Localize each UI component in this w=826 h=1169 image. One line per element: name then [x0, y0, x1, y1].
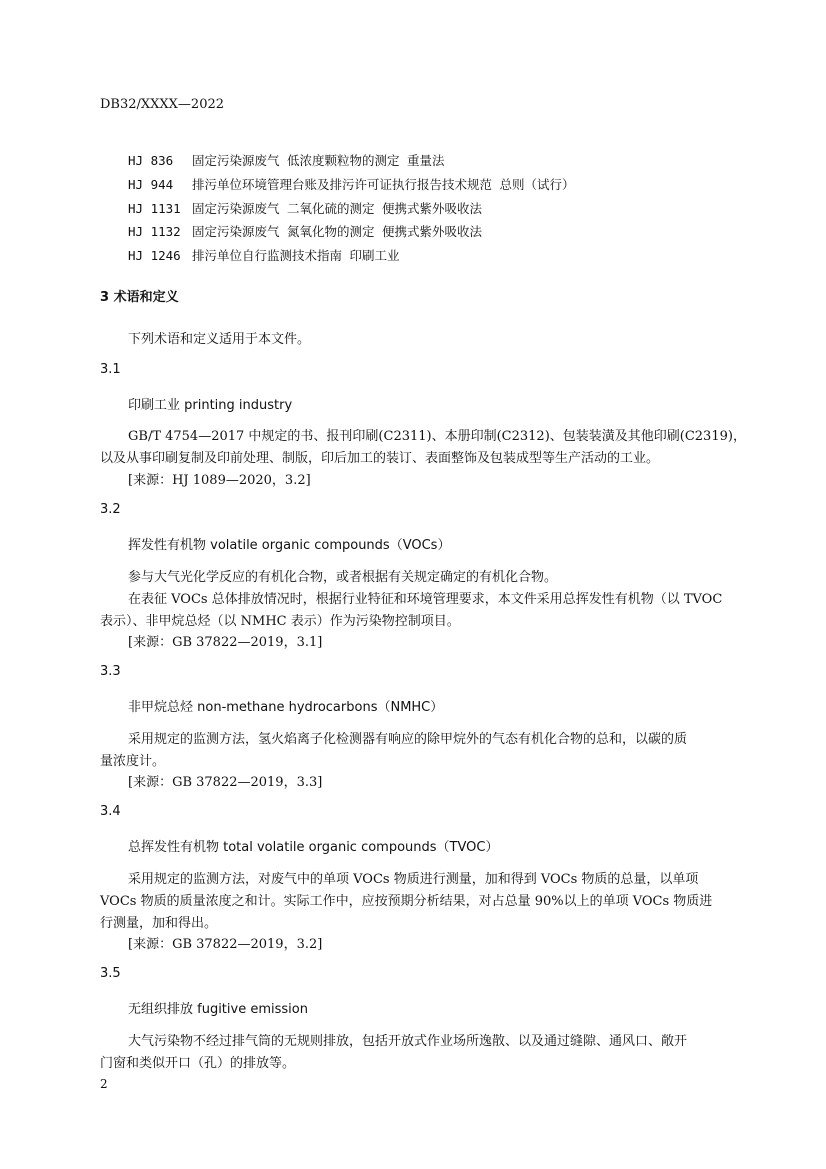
term-definition-line: 参与大气光化学反应的有机化合物，或者根据有关规定确定的有机化合物。: [128, 570, 558, 585]
reference-title: 排污单位环境管理台账及排污许可证执行报告技术规范 总则（试行）: [192, 177, 575, 192]
term-title: 印刷工业 printing industry: [128, 398, 293, 413]
reference-item: [128, 222, 482, 240]
term-definition-line: 采用规定的监测方法，对废气中的单项 VOCs 物质进行测量，加和得到 VOCs 物质的总量，以单项: [128, 872, 699, 887]
document-header-id: DB32/XXXX—2022: [100, 97, 225, 112]
term-definition-line: 表示）、非甲烷总烃（以 NMHC 表示）作为污染物控制项目。: [100, 614, 460, 629]
reference-code: HJ 1246: [128, 248, 181, 263]
term-number: 3.1: [100, 362, 121, 377]
term-source: [来源：GB 37822—2019，3.3]: [128, 775, 323, 790]
reference-title: 固定污染源废气 氮氧化物的测定 便携式紫外吸收法: [192, 224, 483, 239]
term-source: [来源：GB 37822—2019，3.2]: [128, 937, 323, 952]
section-intro: 下列术语和定义适用于本文件。: [128, 332, 311, 347]
reference-item: [128, 175, 575, 193]
term-number: 3.3: [100, 664, 121, 679]
term-number: 3.2: [100, 502, 121, 517]
term-number: 3.5: [100, 966, 121, 981]
term-source: [来源：GB 37822—2019，3.1]: [128, 635, 323, 650]
term-title: 无组织排放 fugitive emission: [128, 1002, 308, 1017]
reference-code: HJ 1132: [128, 224, 181, 239]
term-title: 非甲烷总烃 non-methane hydrocarbons（NMHC）: [128, 700, 444, 715]
term-title: 挥发性有机物 volatile organic compounds（VOCs）: [128, 538, 451, 553]
reference-code: HJ 836: [128, 153, 174, 168]
term-source: [来源：HJ 1089—2020，3.2]: [128, 473, 311, 488]
reference-title: 固定污染源废气 二氧化硫的测定 便携式紫外吸收法: [192, 201, 483, 216]
term-definition-line: VOCs 物质的质量浓度之和计。实际工作中，应按预期分析结果，对占总量 90%以上的单项 VOCs 物质进: [100, 894, 713, 909]
reference-title: 固定污染源废气 低浓度颗粒物的测定 重量法: [192, 153, 445, 168]
reference-item: [128, 246, 400, 264]
reference-item: [128, 199, 482, 217]
term-definition-line: 大气污染物不经过排气筒的无规则排放，包括开放式作业场所逸散、以及通过缝隙、通风口、敞开: [128, 1034, 688, 1049]
term-number: 3.4: [100, 804, 121, 819]
reference-title: 排污单位自行监测技术指南 印刷工业: [192, 248, 400, 263]
term-title: 总挥发性有机物 total volatile organic compounds（TVOC）: [128, 840, 499, 855]
term-definition-line: 量浓度计。: [100, 754, 166, 769]
term-definition-line: 门窗和类似开口（孔）的排放等。: [100, 1056, 296, 1071]
section-heading: 3 术语和定义: [100, 290, 179, 305]
term-definition-line: GB/T 4754—2017 中规定的书、报刊印刷(C2311)、本册印制(C2312)、包装装潢及其他印刷(C2319)，: [128, 429, 746, 444]
page-number: 2: [100, 1077, 108, 1091]
term-definition-line: 在表征 VOCs 总体排放情况时，根据行业特征和环境管理要求，本文件采用总挥发性有机物（以 TVOC: [128, 592, 723, 607]
term-definition-line: 行测量，加和得出。: [100, 916, 218, 931]
term-definition-line: 采用规定的监测方法，氢火焰离子化检测器有响应的除甲烷外的气态有机化合物的总和，以碳的质: [128, 732, 688, 747]
term-definition-line: 以及从事印刷复制及印前处理、制版，印后加工的装订、表面整饰及包装成型等生产活动的工业。: [100, 451, 660, 466]
reference-code: HJ 944: [128, 177, 174, 192]
reference-code: HJ 1131: [128, 201, 181, 216]
reference-item: [128, 151, 445, 169]
